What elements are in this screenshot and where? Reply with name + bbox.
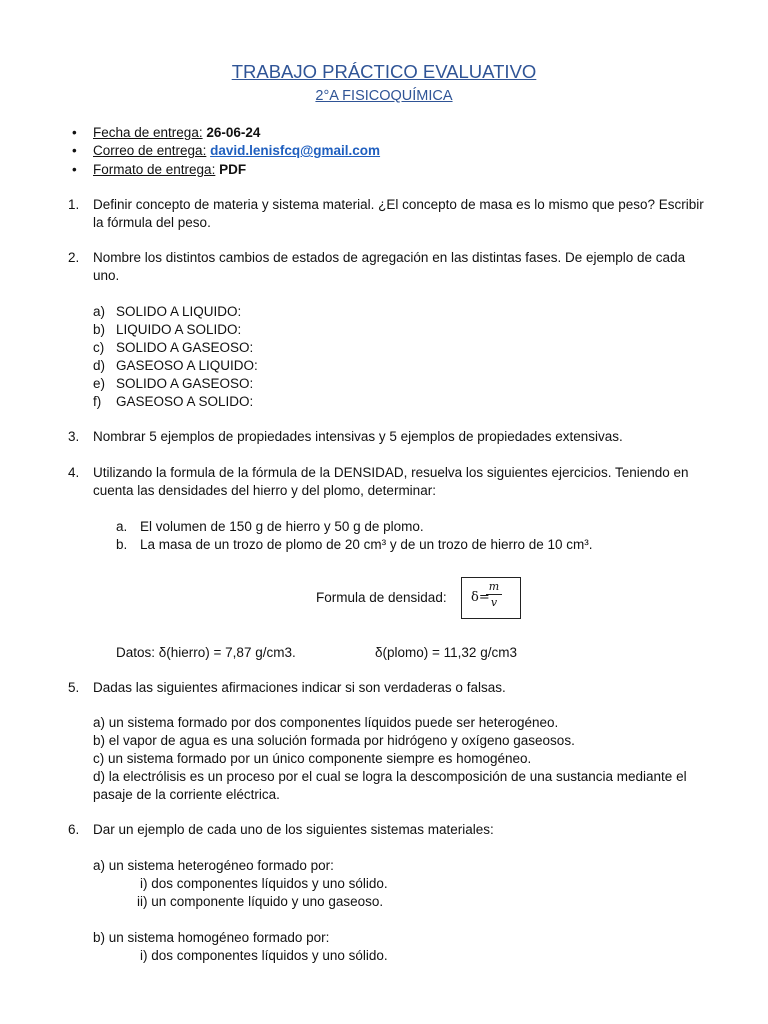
list-item: GASEOSO A LIQUIDO:	[116, 358, 258, 373]
fecha-value: 26-06-24	[206, 125, 261, 140]
list-item: SOLIDO A GASEOSO:	[116, 340, 254, 355]
formato-value: PDF	[219, 162, 247, 177]
system-a-i: i) dos componentes líquidos y uno sólido.	[140, 876, 388, 891]
list-item: El volumen de 150 g de hierro y 50 g de plomo.	[140, 519, 424, 534]
question-number: 6.	[68, 822, 80, 837]
question-1-line-1: Definir concepto de materia y sistema material. ¿El concepto de masa es lo mismo que peso? Escribir	[93, 197, 704, 212]
statement-a: a) un sistema formado por dos componentes líquidos puede ser heterogéneo.	[93, 715, 559, 730]
list-item-label: a)	[93, 304, 106, 319]
list-item-label: f)	[93, 394, 102, 409]
question-5-line-1: Dadas las siguientes afirmaciones indicar si son verdaderas o falsas.	[93, 680, 506, 695]
list-item-label: a.	[116, 519, 128, 534]
question-3-line-1: Nombrar 5 ejemplos de propiedades intensivas y 5 ejemplos de propiedades extensivas.	[93, 429, 623, 444]
statement-b: b) el vapor de agua es una solución formada por hidrógeno y oxígeno gaseosos.	[93, 733, 575, 748]
document-subtitle: 2°A FISICOQUÍMICA	[315, 88, 453, 104]
question-number: 2.	[68, 250, 80, 265]
system-a: a) un sistema heterogéneo formado por:	[93, 858, 334, 873]
bullet-icon: •	[72, 125, 77, 140]
system-b: b) un sistema homogéneo formado por:	[93, 930, 330, 945]
datos-plomo: δ(plomo) = 11,32 g/cm3	[375, 645, 517, 660]
question-2-line-2: uno.	[93, 268, 120, 283]
formato-label: Formato de entrega:	[93, 162, 216, 177]
question-2-line-1: Nombre los distintos cambios de estados de agregación en las distintas fases. De ejemplo de cada	[93, 250, 686, 265]
statement-d-line-2: pasaje de la corriente eléctrica.	[93, 787, 280, 802]
system-b-i: i) dos componentes líquidos y uno sólido.	[140, 948, 388, 963]
list-item-label: b)	[93, 322, 106, 337]
list-item: SOLIDO A LIQUIDO:	[116, 304, 242, 319]
question-number: 4.	[68, 465, 80, 480]
list-item-label: e)	[93, 376, 106, 391]
bullet-icon: •	[72, 143, 77, 158]
question-number: 1.	[68, 197, 80, 212]
formato-line	[93, 161, 246, 179]
formula-label: Formula de densidad:	[316, 590, 447, 605]
datos-hierro: Datos: δ(hierro) = 7,87 g/cm3.	[116, 645, 296, 660]
list-item-label: c)	[93, 340, 105, 355]
density-formula-box	[461, 577, 521, 619]
correo-label: Correo de entrega:	[93, 143, 207, 158]
list-item: LIQUIDO A SOLIDO:	[116, 322, 242, 337]
list-item: SOLIDO A GASEOSO:	[116, 376, 254, 391]
system-a-ii: ii) un componente líquido y uno gaseoso.	[137, 894, 384, 909]
bullet-icon: •	[72, 162, 77, 177]
correo-line	[93, 142, 380, 160]
statement-d-line-1: d) la electrólisis es un proceso por el cual se logra la descomposición de una sustancia mediante el	[93, 769, 687, 784]
fraction-bar	[486, 594, 502, 595]
email-link[interactable]: david.lenisfcq@gmail.com	[210, 143, 381, 158]
question-4-line-2: cuenta las densidades del hierro y del plomo, determinar:	[93, 483, 436, 498]
formula-denominator: v	[490, 596, 498, 609]
formula-delta: δ=	[471, 590, 490, 605]
formula-numerator: m	[488, 580, 500, 593]
question-number: 5.	[68, 680, 80, 695]
list-item-label: d)	[93, 358, 106, 373]
question-1-line-2: la fórmula del peso.	[93, 215, 211, 230]
fecha-label: Fecha de entrega:	[93, 125, 203, 140]
list-item: GASEOSO A SOLIDO:	[116, 394, 254, 409]
fecha-line	[93, 124, 260, 142]
document-title: TRABAJO PRÁCTICO EVALUATIVO	[231, 61, 537, 82]
statement-c: c) un sistema formado por un único componente siempre es homogéneo.	[93, 751, 532, 766]
question-4-line-1: Utilizando la formula de la fórmula de la DENSIDAD, resuelva los siguientes ejercicios. Teniendo en	[93, 465, 689, 480]
formula-fraction	[486, 580, 502, 609]
question-6-line-1: Dar un ejemplo de cada uno de los siguientes sistemas materiales:	[93, 822, 494, 837]
list-item-label: b.	[116, 537, 128, 552]
question-number: 3.	[68, 429, 80, 444]
list-item: La masa de un trozo de plomo de 20 cm³ y de un trozo de hierro de 10 cm³.	[140, 537, 593, 552]
